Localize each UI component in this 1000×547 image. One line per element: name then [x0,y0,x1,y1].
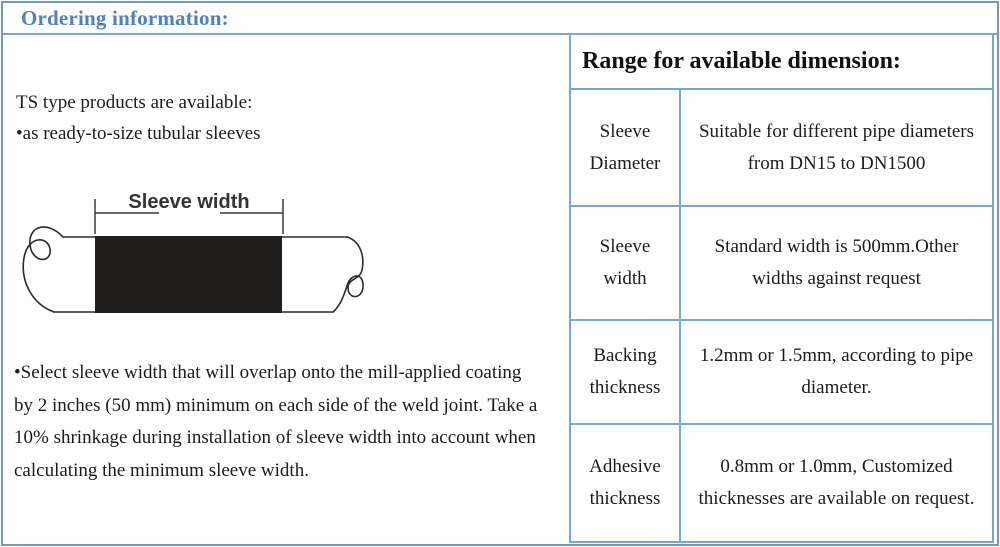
table-row [571,321,992,425]
note-line: 10% shrinkage during installation of sleeve width into account when [14,427,536,448]
row-label-line: thickness [589,377,661,398]
row-label-line: Sleeve [599,120,651,142]
row-label [571,321,681,423]
intro-line: TS type products are available: [16,92,253,113]
page-title: Ordering information: [21,5,229,30]
dimension-table [569,35,994,543]
pipe-left-break [23,227,63,312]
title-bar [3,3,997,35]
sleeve-width-diagram [11,175,371,345]
row-value [681,90,992,205]
row-value-line: widths against request [752,268,921,289]
row-label-line: thickness [589,488,661,509]
table-row [571,90,992,207]
row-value-line: diameter. [801,377,872,398]
row-value-line: Suitable for different pipe diameters [698,120,975,142]
note-line: calculating the minimum sleeve width. [14,459,309,481]
row-value-line: from DN15 to DN1500 [747,152,926,174]
row-value [681,425,992,541]
row-label-line: Adhesive [589,456,661,477]
row-label [571,425,681,541]
intro-text [16,87,261,149]
table-row [571,207,992,321]
row-label-line: width [603,268,647,289]
row-value-line: 0.8mm or 1.0mm, Customized [720,456,953,477]
row-value [681,321,992,423]
intro-line: •as ready-to-size tubular sleeves [16,123,261,144]
table-row [571,425,992,541]
note-line: by 2 inches (50 mm) minimum on each side of the weld joint. Take a [14,394,538,416]
row-label [571,207,681,319]
row-label-line: Sleeve [599,236,651,257]
note-text [14,357,537,487]
content-area [3,35,997,544]
row-label [571,90,681,205]
left-panel [3,35,563,544]
row-value [681,207,992,319]
table-header: Range for available dimension: [571,35,992,90]
sleeve-rect [95,236,282,313]
page [1,1,999,546]
pipe-right-break [333,237,363,312]
row-value-line: thicknesses are available on request. [698,488,975,509]
row-label-line: Backing [593,345,657,366]
row-label-line: Diameter [589,152,661,174]
sleeve-width-label: Sleeve width [128,191,250,213]
row-value-line: Standard width is 500mm.Other [714,236,959,257]
note-line: •Select sleeve width that will overlap onto the mill-applied coating [14,362,522,383]
row-value-line: 1.2mm or 1.5mm, according to pipe [699,345,974,366]
